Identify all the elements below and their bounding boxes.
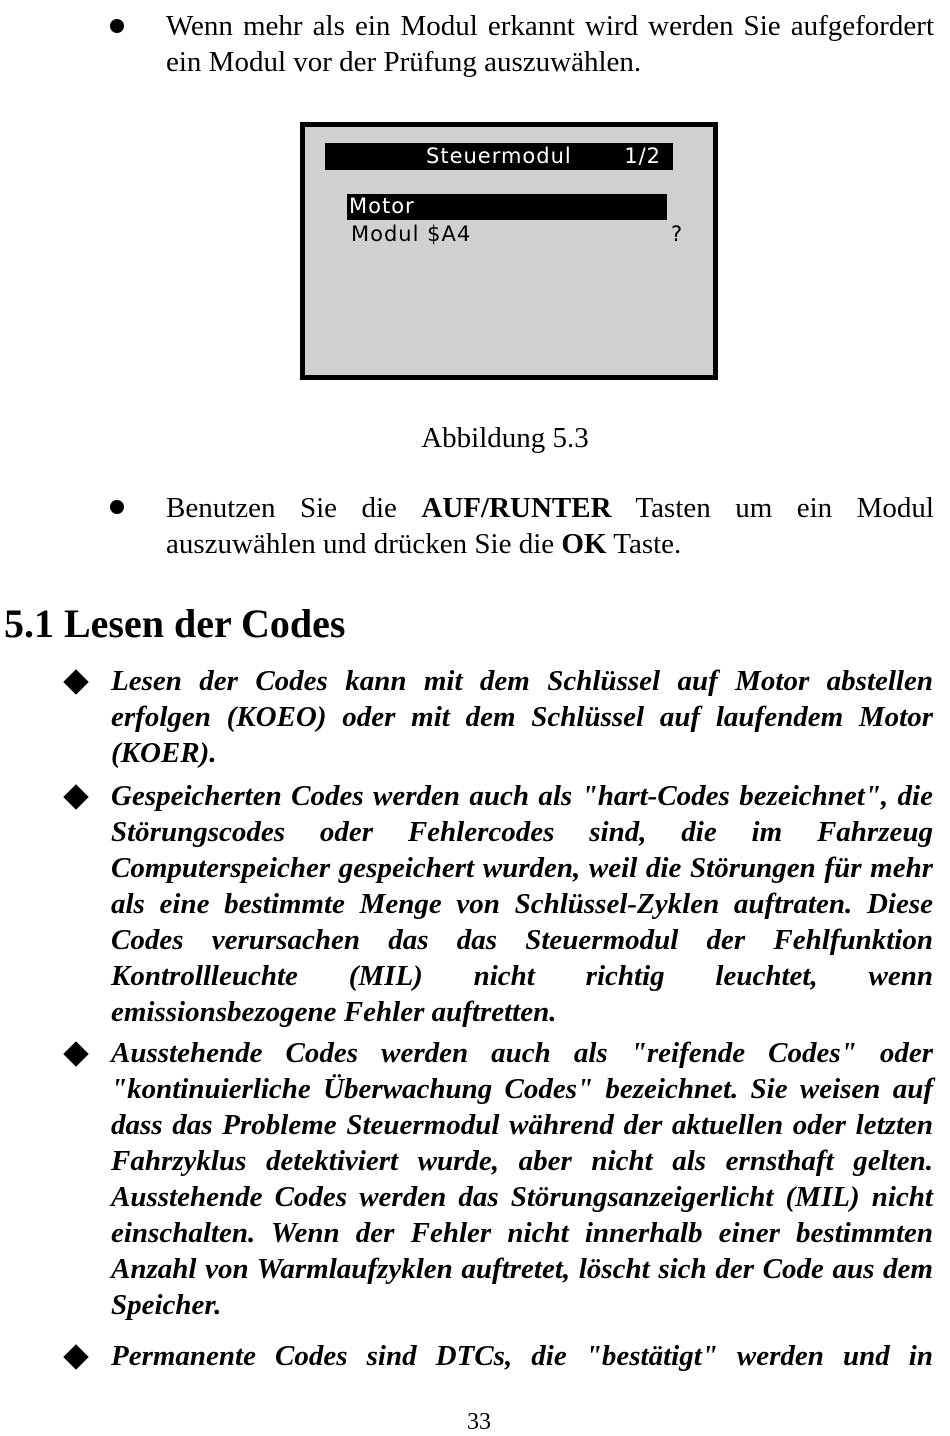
- screen-item-selected[interactable]: [347, 194, 667, 220]
- bullet-icon: [110, 19, 124, 33]
- bullet2-text-2: Tasten um ein Modul auszuwählen und drücken Sie die: [166, 492, 934, 560]
- bullet2-text-3: Taste.: [606, 528, 682, 560]
- scanner-screen: [300, 122, 718, 380]
- bullet2-key-updown: AUF/RUNTER: [421, 492, 612, 524]
- screen-item-modul[interactable]: Modul $A4: [351, 222, 472, 246]
- bullet2-text-1: Benutzen Sie die: [166, 492, 422, 524]
- screen-title: Steuermodul: [426, 144, 572, 168]
- screen-page-indicator: 1/2: [624, 144, 661, 168]
- diamond-bullet-icon: [63, 1041, 88, 1066]
- bullet-icon: [110, 500, 124, 514]
- page-number: 33: [467, 1409, 491, 1435]
- paragraph-module-detected: Wenn mehr als ein Modul erkannt wird werden Sie aufgefordert ein Modul vor der Prüfung auszuwählen.: [166, 10, 934, 78]
- bullet2-key-ok: OK: [561, 528, 607, 560]
- section-heading: 5.1 Lesen der Codes: [4, 601, 346, 646]
- paragraph-stored-codes: Gespeicherten Codes werden auch als "hart-Codes bezeichnet", die Störungscodes oder Fehlercodes sind, die im Fahrzeug Computerspeicher gespeichert wurden, weil die Störungen für mehr als eine bestimmte Menge von Schlüssel-Zyklen auftraten. Diese Codes verursachen das das Steuermodul der Fehlfunktion Kontrollleuchte (MIL) nicht richtig leuchtet, wenn emissionsbezogene Fehler auftretten.: [111, 780, 933, 1028]
- scanner-display: [305, 127, 713, 375]
- diamond-bullet-icon: [63, 669, 88, 694]
- figure-caption: Abbildung 5.3: [421, 422, 589, 454]
- paragraph-select-module: [166, 490, 934, 562]
- paragraph-read-codes: Lesen der Codes kann mit dem Schlüssel auf Motor abstellen erfolgen (KOEO) oder mit dem Schlüssel auf laufendem Motor (KOER).: [111, 665, 933, 769]
- screen-item-motor: Motor: [349, 194, 415, 218]
- paragraph-pending-codes: Ausstehende Codes werden auch als "reifende Codes" oder "kontinuierliche Überwachung Codes" bezeichnet. Sie weisen auf dass das Probleme Steuermodul während der aktuellen oder letzten Fahrzyklus detektiviert wurde, aber nicht als ernsthaft gelten. Ausstehende Codes werden das Störungsanzeigerlicht (MIL) nicht einschalten. Wenn der Fehler nicht innerhalb einer bestimmten Anzahl von Warmlaufzyklen auftretet, löscht sich der Code aus dem Speicher.: [111, 1037, 933, 1321]
- diamond-bullet-icon: [63, 1344, 88, 1369]
- paragraph-permanent-codes: Permanente Codes sind DTCs, die "bestätigt" werden und in: [111, 1340, 933, 1372]
- screen-title-bar: [325, 143, 673, 170]
- diamond-bullet-icon: [63, 784, 88, 809]
- screen-item-question: ?: [671, 222, 684, 246]
